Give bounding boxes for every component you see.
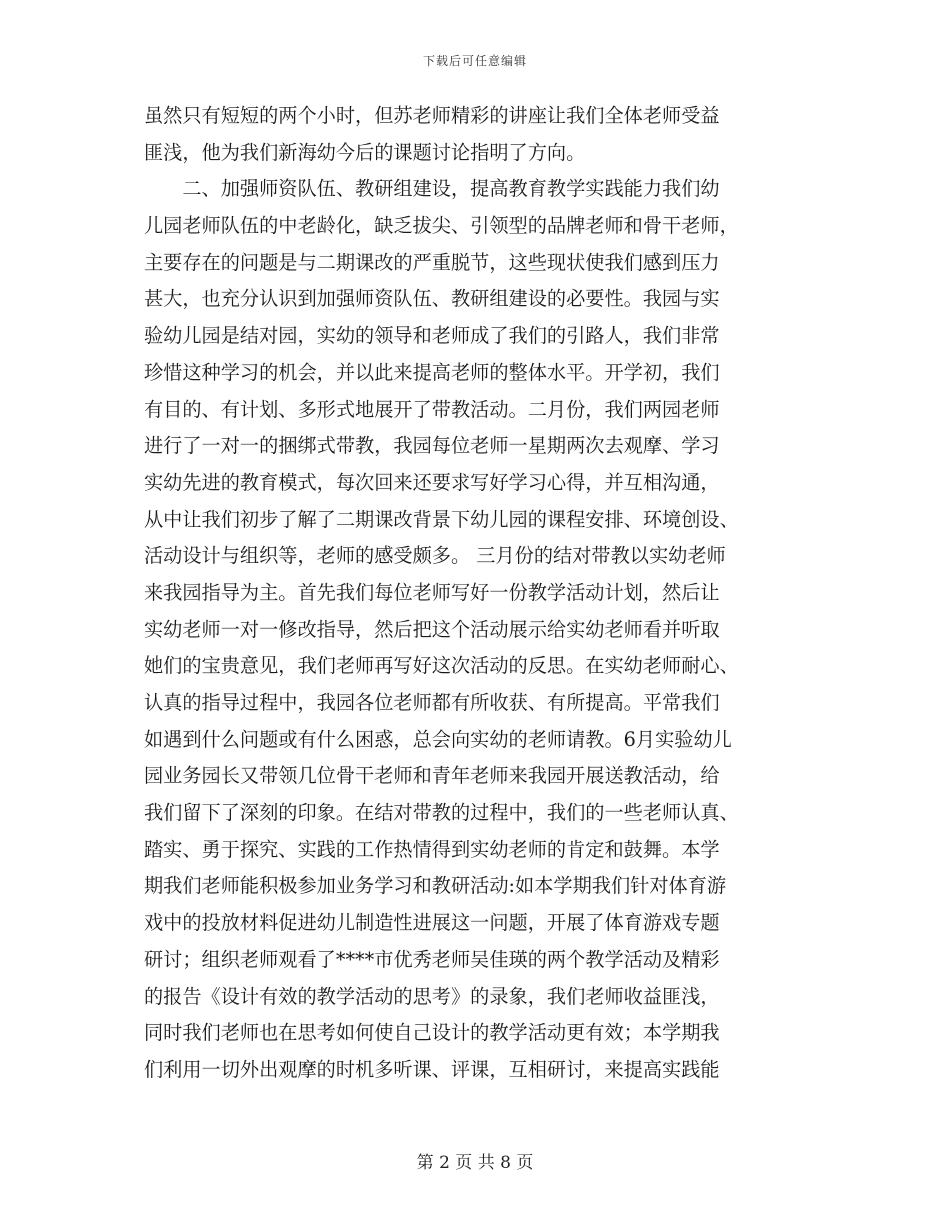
text-line: 园业务园长又带领几位骨干老师和青年老师来我园开展送教活动，给 [144, 764, 720, 788]
text-line: 甚大，也充分认识到加强师资队伍、教研组建设的必要性。我园与实 [144, 287, 720, 311]
body-text [144, 98, 812, 1089]
text-line: 来我园指导为主。首先我们每位老师写好一份教学活动计划，然后让 [144, 580, 720, 604]
text-line: 实幼先进的教育模式，每次回来还要求写好学习心得，并互相沟通， [144, 470, 720, 494]
text-line: 们利用一切外出观摩的时机多听课、评课，互相研讨，来提高实践能 [144, 1057, 720, 1081]
page-number: 第 2 页 共 8 页 [416, 1153, 534, 1173]
text-line: 期我们老师能积极参加业务学习和教研活动:如本学期我们针对体育游 [144, 874, 727, 898]
text-line: 她们的宝贵意见，我们老师再写好这次活动的反思。在实幼老师耐心、 [144, 654, 739, 678]
text-line: 珍惜这种学习的机会，并以此来提高老师的整体水平。开学初，我们 [144, 360, 720, 384]
text-line: 戏中的投放材料促进幼儿制造性进展这一问题，开展了体育游戏专题 [144, 911, 720, 935]
text-line: 踏实、勇于探究、实践的工作热情得到实幼老师的肯定和鼓舞。本学 [144, 837, 720, 861]
text-line: 实幼老师一对一修改指导，然后把这个活动展示给实幼老师看并听取 [144, 617, 720, 641]
text-line: 二、加强师资队伍、教研组建设，提高教育教学实践能力我们幼 [144, 177, 720, 201]
text-line: 匪浅，他为我们新海幼今后的课题讨论指明了方向。 [144, 140, 586, 164]
text-line: 认真的指导过程中，我园各位老师都有所收获、有所提高。平常我们 [144, 691, 720, 714]
text-line: 有目的、有计划、多形式地展开了带教活动。二月份，我们两园老师 [144, 397, 720, 421]
text-line: 进行了一对一的捆绑式带教，我园每位老师一星期两次去观摩、学习 [144, 434, 720, 458]
text-line: 从中让我们初步了解了二期课改背景下幼儿园的课程安排、环境创设、 [144, 507, 739, 531]
text-line: 儿园老师队伍的中老龄化，缺乏拔尖、引领型的品牌老师和骨干老师， [144, 214, 739, 238]
text-line: 虽然只有短短的两个小时，但苏老师精彩的讲座让我们全体老师受益 [144, 104, 720, 127]
text-line: 主要存在的问题是与二期课改的严重脱节，这些现状使我们感到压力 [144, 250, 720, 274]
text-line: 验幼儿园是结对园，实幼的领导和老师成了我们的引路人，我们非常 [144, 324, 720, 348]
text-line: 的报告《设计有效的教学活动的思考》的录象，我们老师收益匪浅， [144, 984, 720, 1008]
text-line: 研讨；组织老师观看了****市优秀老师吴佳瑛的两个教学活动及精彩 [144, 947, 720, 971]
text-line: 活动设计与组织等，老师的感受颇多。 三月份的结对带教以实幼老师 [144, 544, 726, 568]
page-header: 下载后可任意编辑 [422, 54, 527, 68]
text-line: 如遇到什么问题或有什么困惑，总会向实幼的老师请教。6月实验幼儿 [144, 727, 732, 751]
text-line: 我们留下了深刻的印象。在结对带教的过程中，我们的一些老师认真、 [144, 801, 739, 825]
text-line: 同时我们老师也在思考如何使自己设计的教学活动更有效；本学期我 [144, 1021, 720, 1045]
